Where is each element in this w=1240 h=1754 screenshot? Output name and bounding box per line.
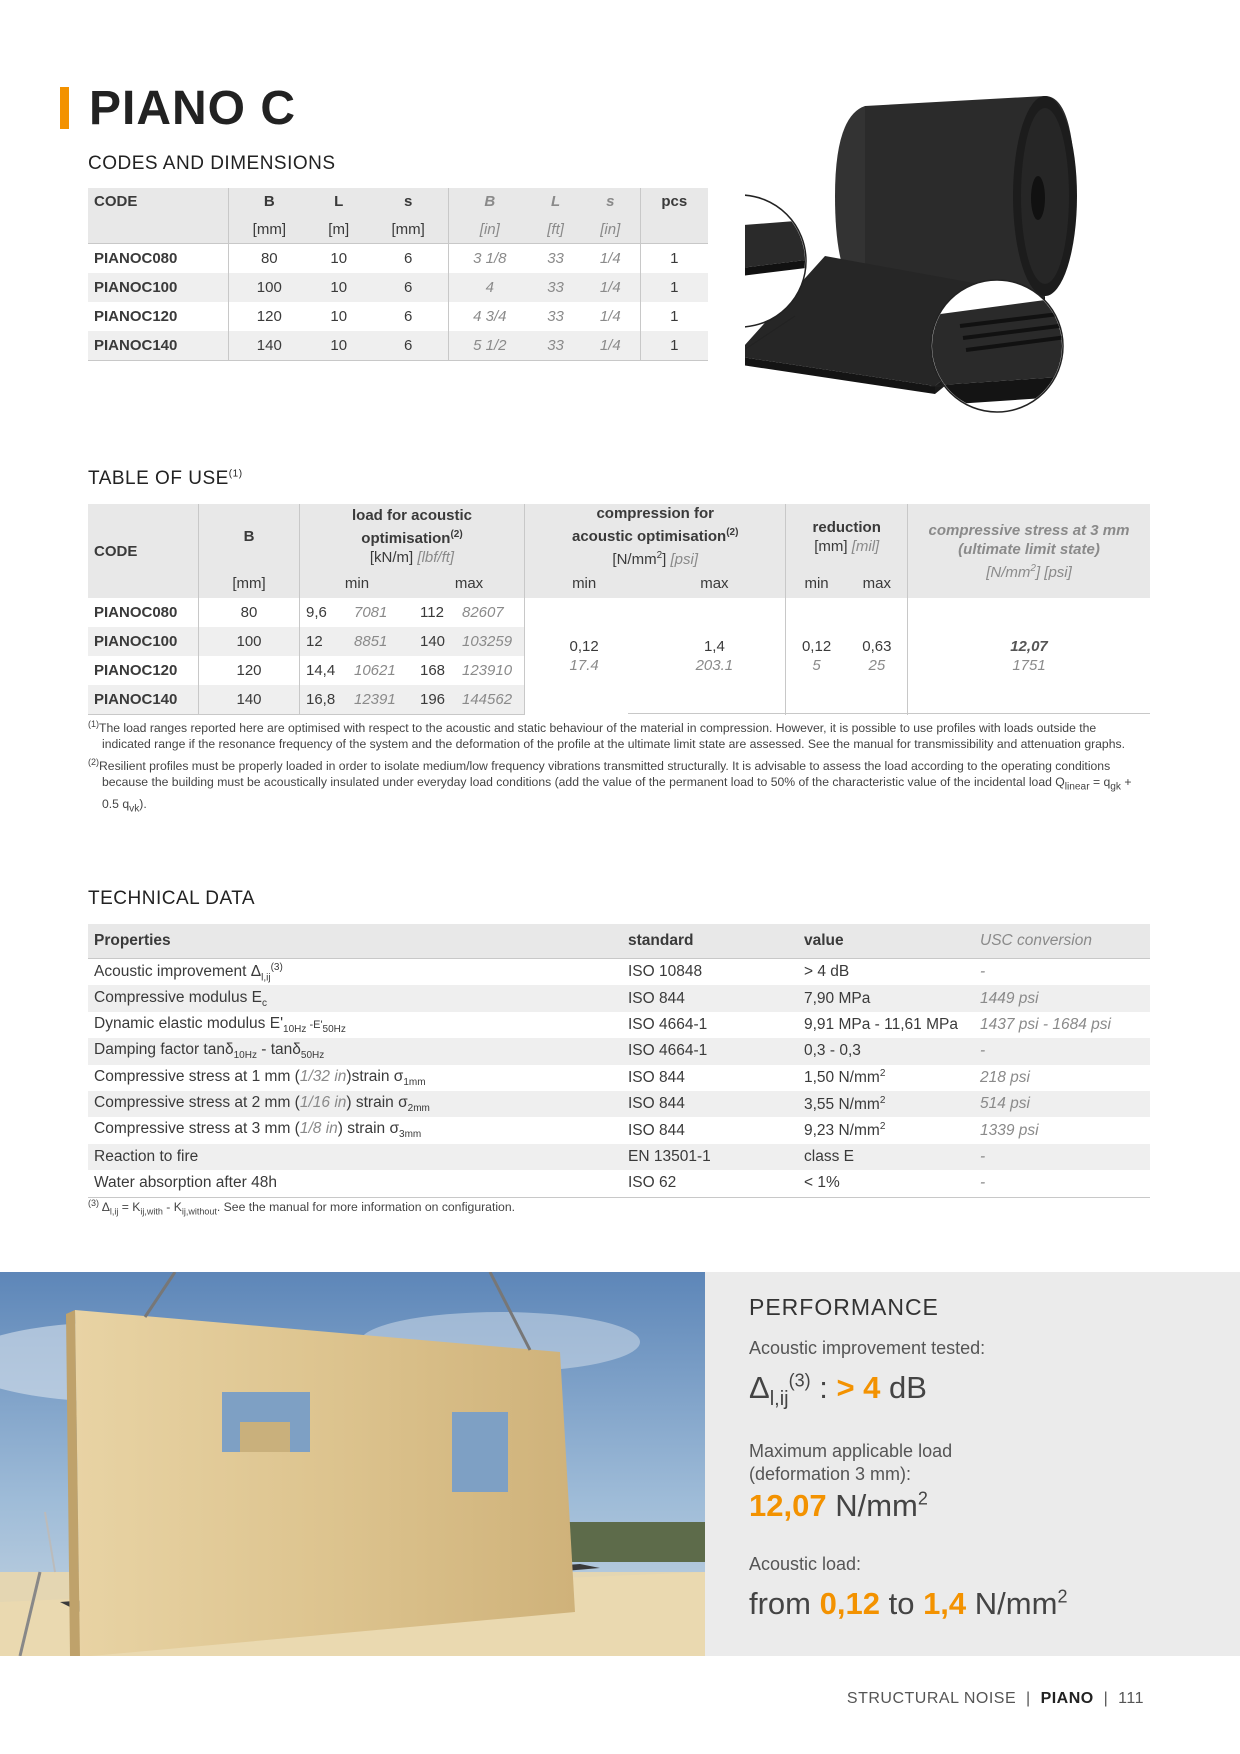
usc-cell: 1449 psi <box>974 985 1150 1011</box>
sup: (3) <box>88 1198 99 1208</box>
header-cell: value <box>798 924 974 959</box>
sub: gk <box>1110 781 1121 793</box>
codes-header-row <box>88 188 708 215</box>
red-min-us: 5 <box>812 657 821 675</box>
cell: 6 <box>403 250 413 267</box>
cell: 1/4 <box>599 250 621 267</box>
text: - K <box>162 1200 182 1215</box>
cell: 80 <box>199 598 300 627</box>
prop-cell <box>88 985 622 1011</box>
cell: 120 <box>229 302 310 331</box>
code-cell: PIANOC100 <box>88 627 199 656</box>
sub: 10Hz <box>283 1024 307 1036</box>
table-row <box>88 1065 1150 1091</box>
cell: 4 3/4 <box>449 302 530 331</box>
footnote-2-mark: (2) <box>88 757 99 768</box>
unit-cell: [in] <box>449 215 530 244</box>
standard-cell: EN 13501-1 <box>622 1144 798 1170</box>
header-cell: L <box>310 188 368 215</box>
prop: Compressive modulus E <box>94 988 262 1006</box>
sub: l,ij <box>769 1388 789 1411</box>
cell: 1/4 <box>581 331 640 361</box>
standard-cell: ISO 4664-1 <box>628 1015 708 1033</box>
table-row <box>88 1144 1150 1170</box>
performance-acoustic-load-value <box>749 1586 1067 1622</box>
cell: 1/4 <box>581 273 640 302</box>
cell: 1 <box>640 302 708 331</box>
code-cell: PIANOC080 <box>94 604 178 621</box>
header-stress-unit-end: ] <box>1035 563 1041 581</box>
comp-max-cell <box>643 598 786 715</box>
cell: 82607 <box>462 604 504 621</box>
construction-photo-svg <box>0 1272 705 1656</box>
cell: 1 <box>640 244 708 274</box>
unit: N/mm <box>826 1488 918 1523</box>
comp-min-cell <box>525 598 644 715</box>
value-cell: class E <box>798 1144 974 1170</box>
footer-product: PIANO <box>1040 1690 1094 1707</box>
cell: 12391 <box>348 685 414 715</box>
cell: 140 <box>199 685 300 715</box>
tech-heading: TECHNICAL DATA <box>88 888 256 909</box>
stress-value-us: 1751 <box>1012 657 1046 675</box>
page-footer <box>847 1690 1144 1708</box>
header-load-unit-si: [kN/m] <box>369 549 414 566</box>
table-row <box>88 1038 1150 1064</box>
cell: 7081 <box>354 604 388 621</box>
cell: 12 <box>300 627 349 656</box>
table-row <box>88 1170 1150 1197</box>
table-row <box>88 1117 1150 1143</box>
table-row <box>88 331 708 361</box>
footnote-1-mark: (1) <box>88 719 99 729</box>
value: 3,55 N/mm <box>804 1095 880 1113</box>
cell: 10 <box>330 308 348 325</box>
standard-cell: ISO 844 <box>622 985 798 1011</box>
header-load-l1: load for acoustic <box>351 507 473 524</box>
header-reduction <box>786 504 908 569</box>
header-cell: standard <box>622 924 798 959</box>
prop-rest: -E' <box>306 1018 323 1031</box>
standard-cell: ISO 10848 <box>628 963 703 981</box>
red-max: 0,63 <box>862 638 892 656</box>
header-code: CODE <box>88 504 199 598</box>
header-stress-unit-sup: 2 <box>1030 562 1036 574</box>
value-cell <box>798 1117 974 1143</box>
usc-cell: - <box>974 1038 1150 1064</box>
usc-cell: 1339 psi <box>980 1121 1039 1139</box>
min-value: 0,12 <box>819 1586 880 1621</box>
header-comp-l2-text: acoustic optimisation <box>572 528 727 545</box>
unit-cell <box>640 215 708 244</box>
text: Δ <box>101 1200 110 1215</box>
use-heading-text: TABLE OF USE <box>88 468 229 489</box>
sub: ij,without <box>181 1206 217 1217</box>
header-comp-unit-sup: 2 <box>656 550 663 561</box>
sup: 2 <box>1057 1586 1068 1607</box>
tech-table <box>88 924 1150 1198</box>
standard-cell: ISO 62 <box>622 1170 798 1197</box>
prop: Compressive stress at 3 mm ( <box>94 1120 300 1138</box>
header-cell: B <box>229 188 310 215</box>
header-b: B <box>199 504 300 569</box>
standard-cell: ISO 844 <box>628 1068 685 1086</box>
value-cell: 9,91 MPa - 11,61 MPa <box>804 1015 958 1033</box>
page-number: 111 <box>1118 1690 1144 1707</box>
header-cell: pcs <box>640 188 708 215</box>
header-cell: Properties <box>88 924 622 959</box>
sub: 10Hz <box>233 1050 257 1062</box>
delta-symbol: Δ <box>749 1370 770 1405</box>
red-max-cell <box>847 598 908 715</box>
sup: (3) <box>788 1370 811 1391</box>
comp-min: 0,12 <box>569 638 599 656</box>
cell: 33 <box>530 331 581 361</box>
text: ). <box>139 796 147 811</box>
sub: 50Hz <box>300 1050 325 1062</box>
usc-cell: - <box>974 1170 1150 1197</box>
header-load-sup: (2) <box>450 529 463 540</box>
sup: 2 <box>879 1094 886 1106</box>
label-line: Maximum applicable load <box>749 1441 953 1461</box>
prop-rest: - tanδ <box>256 1041 301 1059</box>
header-comp-l1: compression for <box>596 505 714 522</box>
code-cell: PIANOC080 <box>94 250 178 267</box>
header-comp-unit <box>531 546 779 569</box>
code-cell: PIANOC100 <box>88 273 229 302</box>
text: to <box>879 1586 924 1621</box>
codes-units-row <box>88 215 708 244</box>
cell: 10 <box>330 250 348 267</box>
cell: 140 <box>414 627 456 656</box>
unit: dB <box>880 1370 927 1405</box>
performance-panel <box>705 1272 1240 1656</box>
cell: 33 <box>547 308 564 325</box>
performance-label-load <box>749 1440 952 1486</box>
header-min: min <box>300 569 415 598</box>
header-stress-l2: (ultimate limit state) <box>958 540 1100 558</box>
table-row <box>88 302 708 331</box>
prop-italic: 1/8 in <box>299 1120 338 1138</box>
cell: 120 <box>199 656 300 685</box>
cell: 33 <box>530 273 581 302</box>
header-stress-l1: compressive stress at 3 mm <box>928 521 1130 539</box>
codes-table <box>88 188 708 361</box>
header-load <box>300 504 525 569</box>
load-value: 12,07 <box>749 1488 827 1523</box>
value-cell: 0,3 - 0,3 <box>798 1038 974 1064</box>
cell: 144562 <box>456 685 525 715</box>
header-cell: s <box>581 188 640 215</box>
usc-cell: - <box>974 1144 1150 1170</box>
header-red-l1: reduction <box>812 518 881 536</box>
value-cell <box>798 1091 974 1117</box>
standard-cell: ISO 844 <box>628 1121 685 1139</box>
table-row <box>88 1091 1150 1117</box>
use-table <box>88 504 1150 715</box>
header-load-l2 <box>306 525 518 548</box>
header-red-unit-si: [mm] <box>814 537 848 555</box>
use-table-bottom-line <box>628 713 1150 714</box>
unit-cell: [mm] <box>229 215 310 244</box>
prop-cell <box>88 1091 622 1117</box>
prop-cell <box>88 1012 622 1038</box>
sub: c <box>261 997 267 1009</box>
cell: 112 <box>420 604 444 621</box>
text: + 0.5 q <box>102 775 1132 811</box>
header-min: min <box>786 569 847 598</box>
value: 9,23 N/mm <box>804 1122 880 1140</box>
prop-italic: 1/16 in <box>299 1094 347 1112</box>
cell: 1/4 <box>599 308 621 325</box>
text: = K <box>118 1200 141 1215</box>
unit-cell <box>88 215 229 244</box>
use-header-row <box>88 504 1150 569</box>
footnote-2-text: Resilient profiles must be properly loaded in order to isolate medium/low frequency vibrations transmitted structurally. It is advisable to assess the load according to the operating conditions because the building must be acoustically insulated under everyday load conditions (add the value of the permanent load to 50% of the characteristic value of the incidental load Q <box>99 759 1111 790</box>
header-red-unit-us: [mil] <box>851 537 880 555</box>
cell: 14,4 <box>300 656 349 685</box>
header-cell: CODE <box>88 188 229 215</box>
header-load-unit <box>306 548 518 567</box>
use-heading-sup: (1) <box>228 468 243 480</box>
sub: 2mm <box>407 1103 430 1115</box>
comp-min-us: 17.4 <box>569 657 599 675</box>
unit: N/mm <box>966 1586 1058 1621</box>
cell: 168 <box>420 662 446 679</box>
code-cell: PIANOC140 <box>88 685 199 715</box>
header-load-unit-us: [lbf/ft] <box>417 549 455 566</box>
header-load-l2-text: optimisation <box>361 530 451 547</box>
sub: ij,with <box>140 1206 163 1217</box>
stress-value: 12,07 <box>1010 638 1048 656</box>
header-stress-unit <box>914 559 1144 582</box>
cell: 196 <box>414 685 456 715</box>
footnote-1-text: The load ranges reported here are optimised with respect to the acoustic and static behaviour of the material in compression. However, it is possible to use profiles with loads outside the indicated range if the resonance frequency of the system and the deformation of the profile at the ultimate limit state are assessed. See the manual for transmissibility and attenuation graphs. <box>99 721 1125 752</box>
prop-rest: )strain σ <box>346 1067 404 1085</box>
usc-cell: - <box>980 963 986 981</box>
unit-cell: [ft] <box>530 215 581 244</box>
comp-max-us: 203.1 <box>695 657 734 675</box>
cell: 9,6 <box>300 598 349 627</box>
value-cell: > 4 dB <box>804 963 850 981</box>
performance-heading: PERFORMANCE <box>749 1294 939 1320</box>
cell: 103259 <box>456 627 525 656</box>
footnote-2 <box>88 754 1140 817</box>
prop-cell <box>88 959 622 986</box>
unit-cell: [in] <box>581 215 640 244</box>
text: from <box>749 1586 820 1621</box>
table-row <box>88 244 708 274</box>
red-max-us: 25 <box>868 657 886 675</box>
tech-header-row <box>88 924 1150 959</box>
codes-heading: CODES AND DIMENSIONS <box>88 153 336 174</box>
table-row <box>88 985 1150 1011</box>
header-min: min <box>525 569 644 598</box>
cell: 80 <box>229 244 310 274</box>
prop: Compressive stress at 2 mm ( <box>94 1094 300 1112</box>
cell: 6 <box>368 273 449 302</box>
text: = q <box>1089 775 1111 790</box>
sub: linear <box>1064 781 1090 793</box>
header-stress <box>908 504 1151 598</box>
sup: 2 <box>879 1068 886 1080</box>
header-max: max <box>847 569 908 598</box>
header-comp-l2 <box>531 523 779 546</box>
header-max: max <box>643 569 786 598</box>
value-cell <box>798 1065 974 1091</box>
acoustic-value: > 4 <box>836 1370 881 1405</box>
red-min-cell <box>786 598 847 715</box>
code-cell: PIANOC120 <box>94 662 178 679</box>
footer-separator: | <box>1103 1690 1109 1707</box>
header-cell: B <box>449 188 530 215</box>
header-compression <box>525 504 786 569</box>
code-cell: PIANOC140 <box>88 331 229 361</box>
header-comp-sup: (2) <box>726 527 739 538</box>
tech-footnote <box>88 1198 515 1217</box>
cell: 6 <box>403 308 413 325</box>
header-cell: s <box>368 188 449 215</box>
cell: 3 1/8 <box>449 244 530 274</box>
prop-cell <box>88 1038 622 1064</box>
sub: 1mm <box>403 1076 426 1088</box>
cell: 5 1/2 <box>449 331 530 361</box>
prop-rest: ) strain σ <box>346 1094 408 1112</box>
usc-cell: 218 psi <box>980 1068 1030 1086</box>
footer-section: STRUCTURAL NOISE <box>846 1690 1017 1707</box>
stress-cell <box>908 598 1151 715</box>
table-row <box>88 1012 1150 1038</box>
prop: Acoustic improvement Δ <box>94 962 262 980</box>
sub: vk <box>129 803 140 814</box>
prop: Damping factor tanδ <box>94 1041 234 1059</box>
use-heading <box>88 468 243 490</box>
prop-cell: Water absorption after 48h <box>88 1170 622 1197</box>
standard-cell: ISO 844 <box>622 1091 798 1117</box>
text: . See the manual for more information on configuration. <box>216 1200 515 1215</box>
cell: 6 <box>368 331 449 361</box>
footer-separator: | <box>1026 1690 1031 1707</box>
header-cell: L <box>530 188 581 215</box>
sub: 3mm <box>399 1129 422 1141</box>
performance-label-acoustic: Acoustic improvement tested: <box>749 1338 986 1358</box>
red-min: 0,12 <box>801 638 832 656</box>
value-cell: < 1% <box>798 1170 974 1197</box>
header-max: max <box>414 569 525 598</box>
prop: Compressive stress at 1 mm ( <box>94 1067 300 1085</box>
footnotes <box>88 716 1140 819</box>
sup: 2 <box>879 1120 886 1132</box>
cell: 33 <box>547 250 564 267</box>
prop-cell: Reaction to fire <box>88 1144 622 1170</box>
prop-cell <box>88 1065 622 1091</box>
page-title <box>60 78 296 138</box>
header-comp-unit-a: [N/mm <box>612 551 657 568</box>
standard-cell: ISO 4664-1 <box>622 1038 798 1064</box>
title-accent-bar <box>60 87 69 129</box>
cell: 10621 <box>354 662 396 679</box>
cell: 4 <box>449 273 530 302</box>
table-row <box>88 598 1150 627</box>
comp-max: 1,4 <box>703 638 725 656</box>
sup: 2 <box>917 1488 928 1509</box>
header-comp-unit-us: [psi] <box>670 551 699 568</box>
cell: 100 <box>199 627 300 656</box>
value: 1,50 N/mm <box>804 1069 880 1087</box>
code-cell: PIANOC120 <box>94 308 178 325</box>
sub: 50Hz <box>322 1024 346 1036</box>
header-red-unit <box>792 537 901 556</box>
max-value: 1,4 <box>923 1586 967 1621</box>
header-cell: USC conversion <box>974 924 1150 959</box>
text: : <box>810 1370 837 1405</box>
table-row <box>88 959 1150 986</box>
prop-italic: 1/32 in <box>299 1067 347 1085</box>
table-row <box>88 273 708 302</box>
cell: 140 <box>229 331 310 361</box>
header-stress-unit-us: [psi] <box>1044 563 1072 581</box>
prop-rest: ) strain σ <box>337 1120 400 1138</box>
cell: 123910 <box>462 662 513 679</box>
product-roll-image <box>745 86 1155 456</box>
cell: 1 <box>640 273 708 302</box>
prop-cell <box>88 1117 622 1143</box>
sub: l,ij <box>109 1206 119 1217</box>
value-cell: 7,90 MPa <box>798 985 974 1011</box>
cell: 10 <box>310 331 368 361</box>
cell: 16,8 <box>300 685 349 715</box>
cell: 1 <box>640 331 708 361</box>
footnote-1 <box>88 716 1140 752</box>
usc-cell: 514 psi <box>974 1091 1150 1117</box>
title-text: PIANO C <box>89 81 297 135</box>
performance-load-value <box>749 1488 928 1524</box>
sub: l,ij <box>261 971 271 983</box>
usc-cell: 1437 psi - 1684 psi <box>980 1015 1111 1033</box>
label-line: (deformation 3 mm): <box>749 1464 912 1484</box>
header-stress-unit-a: [N/mm <box>986 563 1031 581</box>
prop: Dynamic elastic modulus E' <box>94 1014 284 1032</box>
cell: 8851 <box>348 627 414 656</box>
cell: 10 <box>310 273 368 302</box>
header-b-unit: [mm] <box>199 569 300 598</box>
sup: (3) <box>270 961 283 973</box>
header-comp-unit-end: ] <box>662 551 667 568</box>
unit-cell: [mm] <box>368 215 449 244</box>
performance-label-acoustic-load: Acoustic load: <box>749 1554 862 1574</box>
construction-photo <box>0 1272 705 1656</box>
cell: 100 <box>229 273 310 302</box>
unit-cell: [m] <box>310 215 368 244</box>
performance-acoustic-value <box>749 1370 927 1411</box>
